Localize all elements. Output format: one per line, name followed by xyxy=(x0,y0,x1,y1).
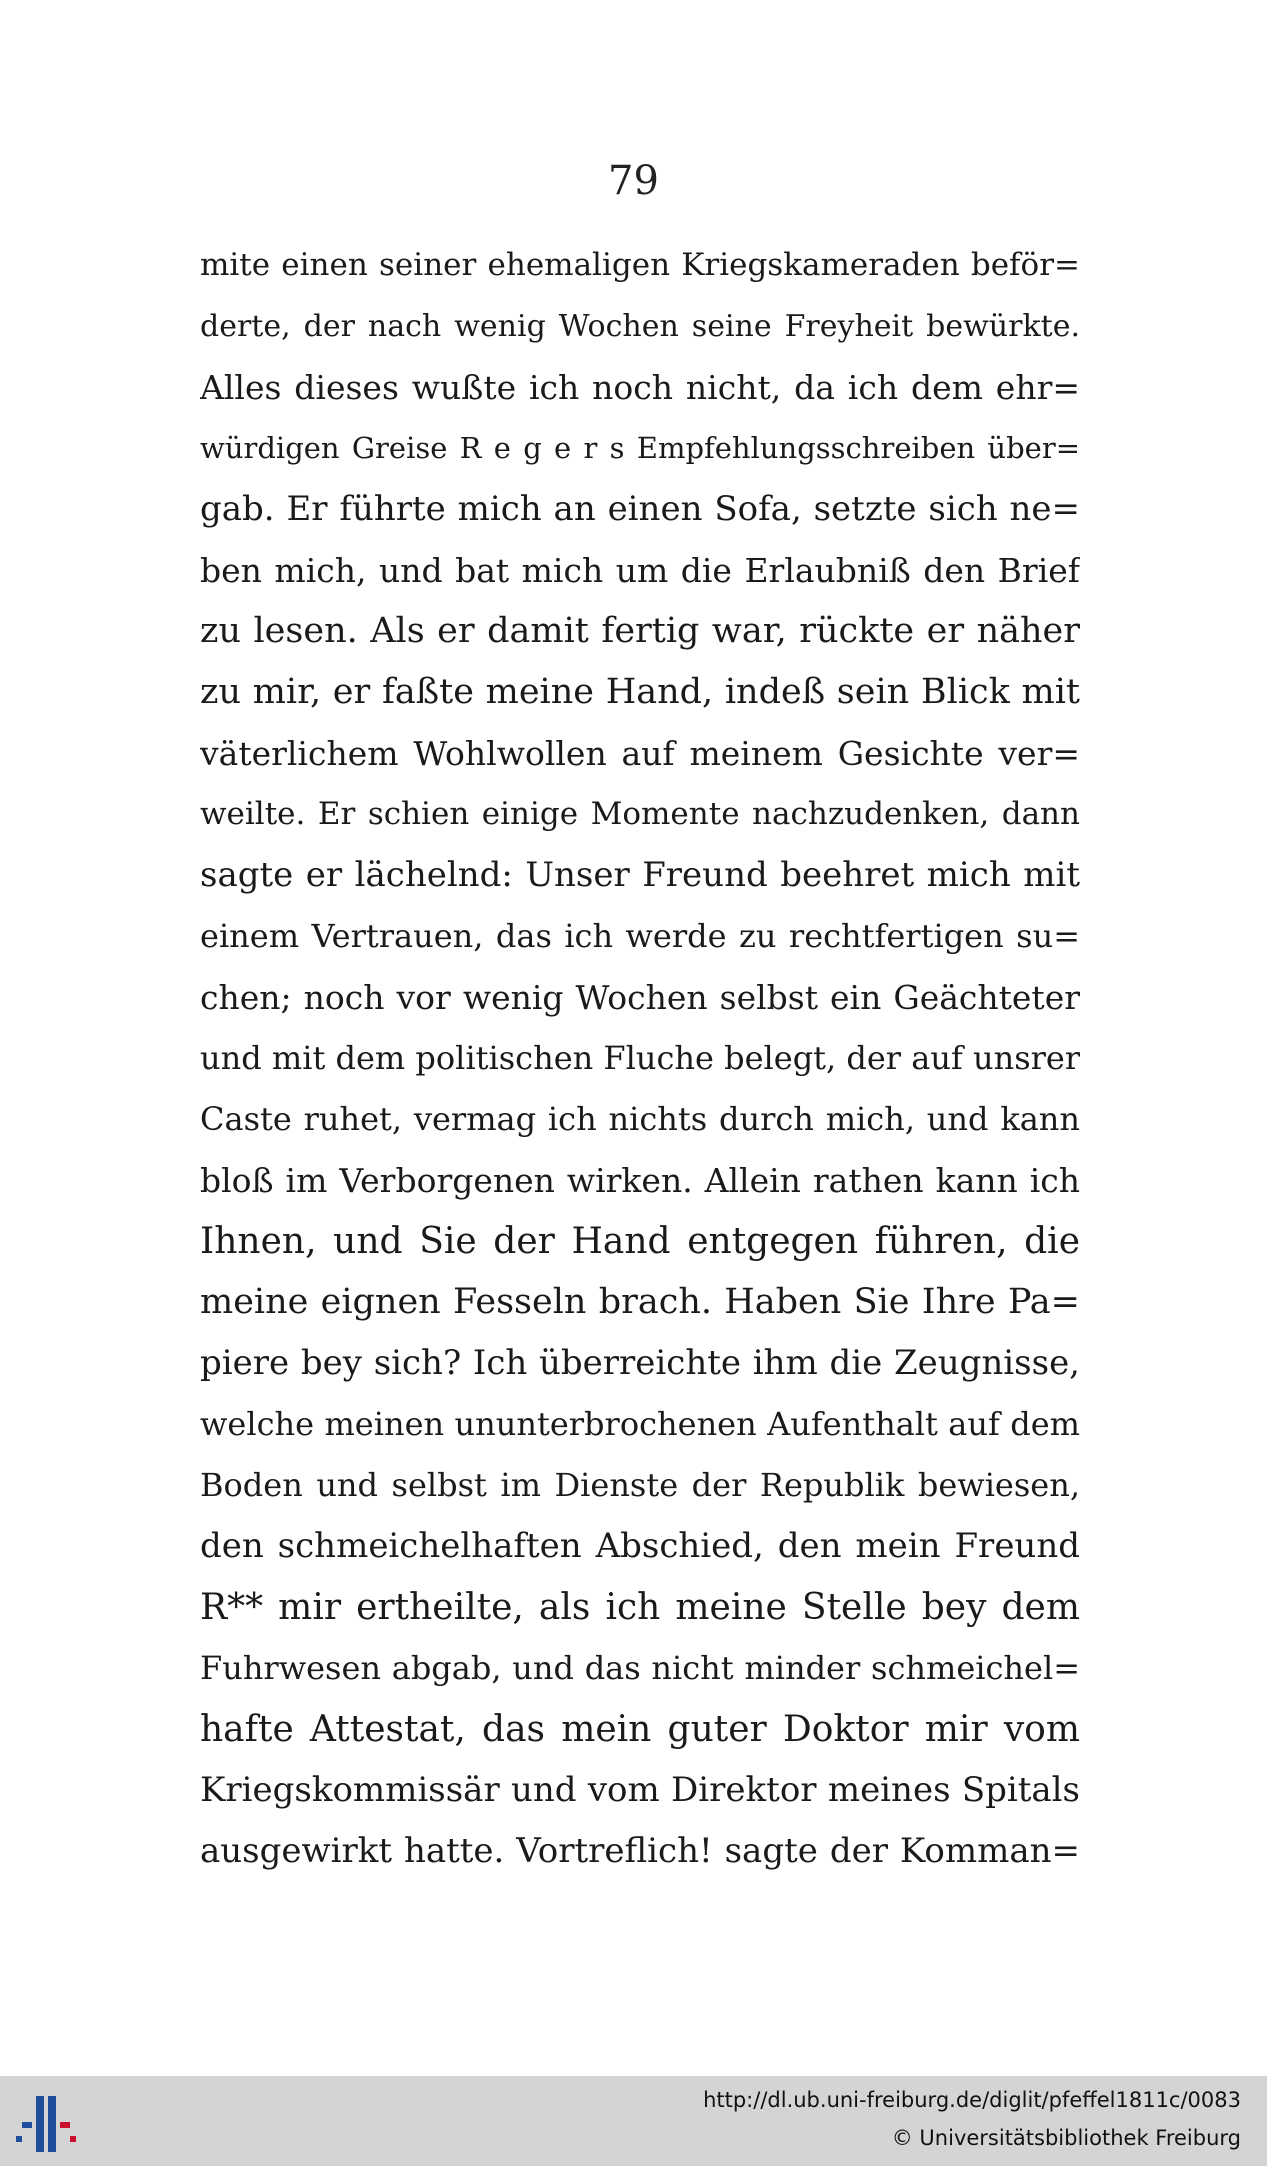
text-line: sagte er lächelnd: Unser Freund beehret mich mit xyxy=(200,855,1080,895)
text-line: mite einen seiner ehemaligen Kriegskameraden beför= xyxy=(200,247,1080,283)
text-line: bloß im Verborgenen wirken. Allein rathen kann ich xyxy=(200,1161,1080,1200)
source-url-link[interactable]: http://dl.ub.uni-freiburg.de/diglit/pfeffel1811c/0083 xyxy=(703,2088,1241,2112)
copyright-notice: © Universitätsbibliothek Freiburg xyxy=(891,2126,1241,2150)
text-line: hafte Attestat, das mein guter Doktor mir vom xyxy=(200,1709,1080,1750)
text-line: einem Vertrauen, das ich werde zu rechtfertigen su= xyxy=(200,917,1080,955)
text-line: meine eignen Fesseln brach. Haben Sie Ihre Pa= xyxy=(200,1282,1080,1322)
text-line: gab. Er führte mich an einen Sofa, setzte sich ne= xyxy=(200,489,1080,529)
text-line: Caste ruhet, vermag ich nichts durch mich, und kann xyxy=(200,1100,1080,1138)
text-line: ben mich, und bat mich um die Erlaubniß den Brief xyxy=(200,551,1080,590)
text-line: weilte. Er schien einige Momente nachzudenken, dann xyxy=(200,796,1080,832)
text-line: zu mir, er faßte meine Hand, indeß sein Blick mit xyxy=(200,672,1080,712)
text-line: R** mir ertheilte, als ich meine Stelle bey dem xyxy=(200,1587,1080,1628)
text-line: Alles dieses wußte ich noch nicht, da ich dem ehr= xyxy=(200,368,1080,407)
text-line: welche meinen ununterbrochenen Aufenthalt auf dem xyxy=(200,1405,1080,1443)
text-block xyxy=(200,235,1080,1882)
university-library-logo-icon xyxy=(14,2092,78,2156)
text-line: Fuhrwesen abgab, und das nicht minder schmeichel= xyxy=(200,1649,1080,1687)
text-line: väterlichem Wohlwollen auf meinem Gesichte ver= xyxy=(200,734,1080,773)
text-line: den schmeichelhaften Abschied, den mein Freund xyxy=(200,1526,1080,1566)
text-line: chen; noch vor wenig Wochen selbst ein Geächteter xyxy=(200,978,1080,1017)
text-line: derte, der nach wenig Wochen seine Freyheit bewürkte. xyxy=(200,309,1080,344)
text-line: und mit dem politischen Fluche belegt, der auf unsrer xyxy=(200,1039,1080,1077)
text-line: Boden und selbst im Dienste der Republik bewiesen, xyxy=(200,1466,1080,1504)
text-line: würdigen Greise R e g e r s Empfehlungsschreiben über= xyxy=(200,431,1080,465)
text-line: zu lesen. Als er damit fertig war, rückte er näher xyxy=(200,611,1080,651)
text-line: piere bey sich? Ich überreichte ihm die Zeugnisse, xyxy=(200,1343,1080,1383)
text-line: Kriegskommissär und vom Direktor meines Spitals xyxy=(200,1770,1080,1810)
footer-bar xyxy=(0,2076,1267,2166)
text-line: Ihnen, und Sie der Hand entgegen führen, die xyxy=(200,1221,1080,1262)
text-line: ausgewirkt hatte. Vortreflich! sagte der Komman= xyxy=(200,1831,1080,1871)
page-number: 79 xyxy=(608,158,659,204)
